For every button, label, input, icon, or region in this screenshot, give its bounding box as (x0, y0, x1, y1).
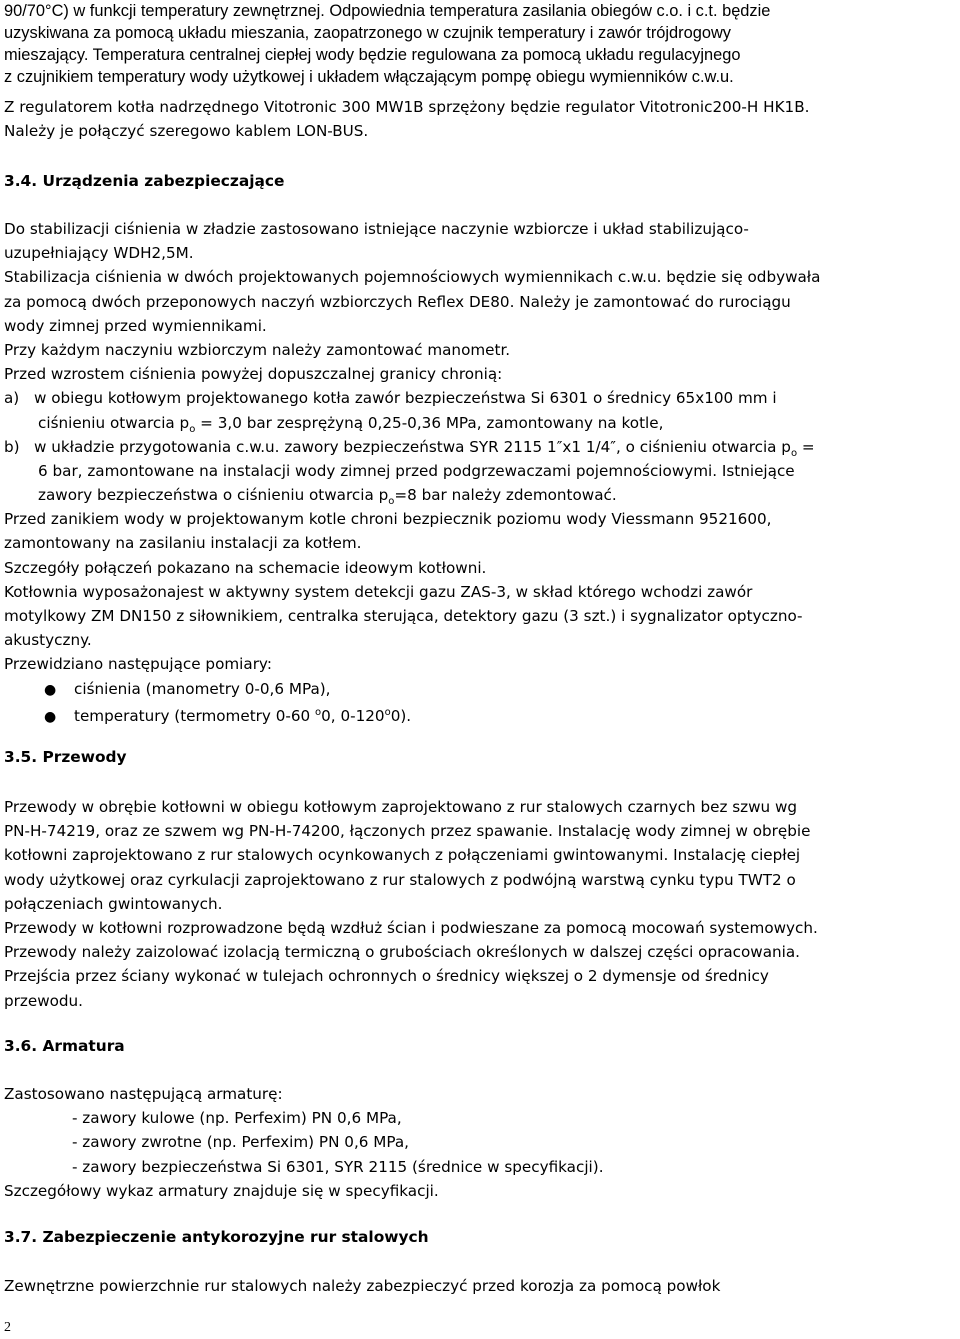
bullet-dot-icon: ● (44, 708, 57, 725)
section-3-7-body (4, 1274, 958, 1298)
subscript: o (790, 447, 798, 459)
paragraph-line: Szczegóły połączeń pokazano na schemacie ideowym kotłowni. (4, 558, 487, 577)
text-run: w układzie przygotowania c.w.u. zawory bezpieczeństwa SYR 2115 1″x1 1/4″, o ciśnieniu otwarcia p (34, 437, 791, 456)
paragraph-line: Przejścia przez ściany wykonać w tulejach ochronnych o średnicy większej o 2 dymensje od średnicy (4, 967, 769, 986)
paragraph-line: Przewody w obrębie kotłowni w obiegu kotłowym zaprojektowano z rur stalowych czarnych bez szwu wg (4, 798, 798, 816)
text-run: 0, 0-120 (321, 706, 385, 725)
superscript: o (384, 706, 391, 718)
paragraph-line: PN-H-74219, oraz ze szwem wg PN-H-74200, łączonych przez spawanie. Instalację wody zimnej w obrębie (4, 822, 811, 841)
paragraph-line: Przy każdym naczyniu wzbiorczym należy zamontować manometr. (4, 340, 511, 359)
list-item-a (4, 386, 958, 410)
intro-line: uzyskiwana za pomocą układu mieszania, zaopatrzonego w czujnik temperatury i zawór trójdrogowy (4, 24, 731, 42)
list-item-b-cont (4, 483, 958, 507)
bullet-item (4, 701, 958, 725)
paragraph-line: motylkowy ZM DN150 z siłownikiem, centralka sterująca, detektory gazu (3 szt.) i sygnalizator optyczno- (4, 607, 803, 625)
text-run: = (797, 437, 815, 456)
paragraph-line: wody zimnej przed wymiennikami. (4, 316, 267, 335)
list-text: w obiegu kotłowym projektowanego kotła zawór bezpieczeństwa Si 6301 o średnicy 65x100 mm i (34, 389, 777, 408)
list-label: a) (4, 389, 20, 408)
bullet-dot-icon: ● (44, 681, 57, 698)
paragraph-line: Kotłownia wyposażonajest w aktywny system detekcji gazu ZAS-3, w skład którego wchodzi zawór (4, 582, 753, 601)
list-label: b) (4, 437, 20, 456)
paragraph-line: połączeniach gwintowanych. (4, 894, 223, 913)
bullet-item (4, 677, 958, 701)
section-3-6-body (4, 1082, 958, 1203)
text-run: temperatury (termometry 0-60 (74, 706, 316, 725)
superscript: o (315, 706, 322, 718)
subscript: o (388, 496, 395, 508)
subscript: o (189, 423, 196, 435)
section-heading-3-6: 3.6. Armatura (4, 1037, 125, 1055)
list-item: - zawory kulowe (np. Perfexim) PN 0,6 MPa, (72, 1109, 402, 1128)
paragraph-line: Przed zanikiem wody w projektowanym kotle chroni bezpiecznik poziomu wody Viessmann 9521600, (4, 510, 772, 529)
text-run: = 3,0 bar zesprężyną 0,25-0,36 MPa, zamontowany na kotle, (195, 413, 664, 432)
intro-line: z czujnikiem temperatury wody użytkowej i układem włączającym pompę obiegu wymienników c.w.u. (4, 68, 734, 86)
section-heading-3-7: 3.7. Zabezpieczenie antykorozyjne rur stalowych (4, 1228, 429, 1246)
intro-paragraph-2 (4, 95, 958, 143)
paragraph-line: akustyczny. (4, 631, 92, 650)
paragraph-line: za pomocą dwóch przeponowych naczyń wzbiorczych Reflex DE80. Należy je zamontować do rurociągu (4, 292, 791, 311)
list-item-b-cont: 6 bar, zamontowane na instalacji wody zimnej przed podgrzewaczami pojemnościowymi. Istniejące (38, 461, 795, 480)
bullet-text: ciśnienia (manometry 0-0,6 MPa), (74, 679, 331, 698)
intro2-line: Należy je połączyć szeregowo kablem LON-BUS. (4, 122, 369, 141)
list-item-a-cont (4, 411, 958, 435)
text-run: ciśnieniu otwarcia p (38, 413, 190, 432)
intro2-line: Z regulatorem kotła nadrzędnego Vitotronic 300 MW1B sprzężony będzie regulator Vitotronic200-H HK1B. (4, 98, 810, 116)
paragraph-line: Stabilizacja ciśnienia w dwóch projektowanych pojemnościowych wymiennikach c.w.u. będzie się odbywała (4, 268, 821, 287)
paragraph-line: Szczegółowy wykaz armatury znajduje się w specyfikacji. (4, 1181, 439, 1200)
paragraph-line: uzupełniający WDH2,5M. (4, 244, 194, 263)
section-3-4-body (4, 217, 958, 725)
paragraph-line: Przed wzrostem ciśnienia powyżej dopuszczalnej granicy chronią: (4, 365, 503, 384)
section-heading-3-5: 3.5. Przewody (4, 748, 127, 766)
intro-line: 90/70°C) w funkcji temperatury zewnętrznej. Odpowiednia temperatura zasilania obiegów c.o. i c.t. będzie (4, 2, 771, 20)
paragraph-line: przewodu. (4, 991, 84, 1010)
list-item: - zawory zwrotne (np. Perfexim) PN 0,6 MPa, (72, 1133, 409, 1152)
paragraph-line: wody użytkowej oraz cyrkulacji zaprojektowano z rur stalowych z podwójną warstwą cynku typu TWT2 o (4, 870, 796, 889)
paragraph-line: Przewody w kotłowni rozprowadzone będą wzdłuż ścian i podwieszane za pomocą mocowań systemowych. (4, 918, 818, 937)
paragraph-line: Przewidziano następujące pomiary: (4, 655, 272, 674)
section-heading-3-4: 3.4. Urządzenia zabezpieczające (4, 172, 285, 190)
intro-line: mieszający. Temperatura centralnej ciepłej wody będzie regulowana za pomocą układu regulacyjnego (4, 46, 741, 64)
paragraph-line: zamontowany na zasilaniu instalacji za kotłem. (4, 534, 362, 553)
section-3-5-body (4, 795, 958, 1013)
intro-paragraph (4, 0, 958, 88)
paragraph-line: Przewody należy zaizolować izolacją termiczną o grubościach określonych w dalszej części opracowania. (4, 943, 801, 962)
text-run: zawory bezpieczeństwa o ciśnieniu otwarcia p (38, 486, 389, 505)
text-run: 0). (390, 706, 412, 725)
list-item-b (4, 435, 958, 459)
page-number: 2 (4, 1320, 11, 1335)
paragraph-line: Do stabilizacji ciśnienia w zładzie zastosowano istniejące naczynie wzbiorcze i układ stabilizująco- (4, 220, 749, 238)
paragraph-line: Zewnętrzne powierzchnie rur stalowych należy zabezpieczyć przed korozja za pomocą powłok (4, 1277, 721, 1295)
text-run: =8 bar należy zdemontować. (394, 486, 617, 505)
paragraph-line: kotłowni zaprojektowano z rur stalowych ocynkowanych z połączeniami gwintowanymi. Instalację ciepłej (4, 846, 801, 865)
paragraph-line: Zastosowano następującą armaturę: (4, 1085, 283, 1103)
list-item: - zawory bezpieczeństwa Si 6301, SYR 2115 (średnice w specyfikacji). (72, 1157, 604, 1176)
